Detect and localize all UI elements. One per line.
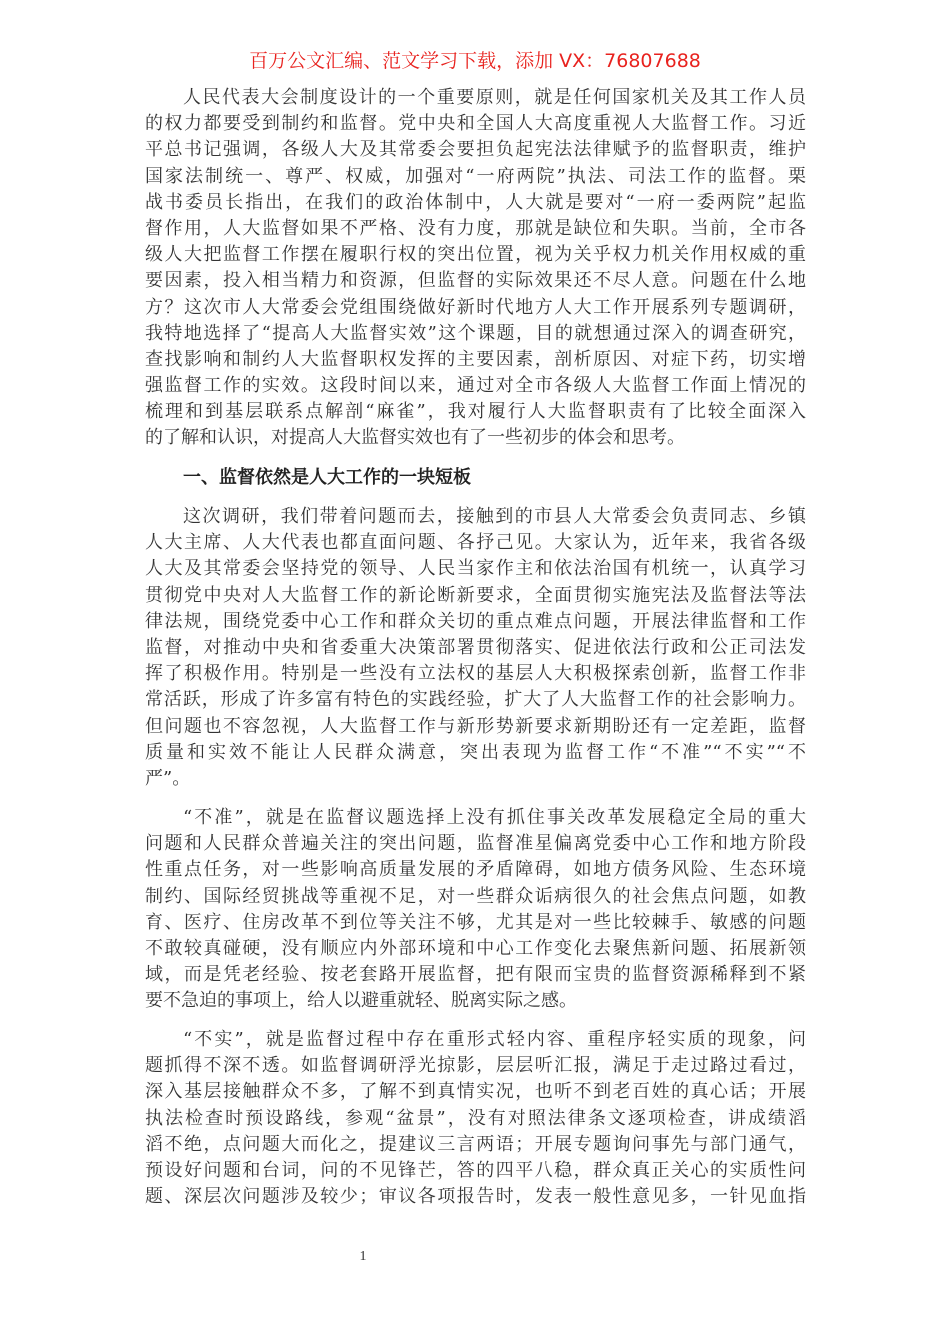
text-line: 严”。 — [145, 767, 191, 789]
text-line: 督作用，人大监督如果不严格、没有力度，那就是缺位和失职。当前，全市各 — [145, 217, 806, 239]
paragraph-survey — [145, 504, 806, 792]
text-line: “不实”，就是监督过程中存在重形式轻内容、重程序轻实质的现象，问 — [183, 1029, 806, 1050]
text-line: 常活跃，形成了许多富有特色的实践经验，扩大了人大监督工作的社会影响力。 — [145, 689, 806, 711]
paragraph-bushi — [145, 1027, 806, 1210]
text-line: 贯彻党中央对人大监督工作的新论断新要求，全面贯彻实施宪法及监督法等法 — [145, 584, 806, 606]
text-line: 不敢较真碰硬，没有顺应内外部环境和中心工作变化去聚焦新问题、拓展新领 — [145, 937, 806, 959]
text-line: 深入基层接触群众不多，了解不到真情实况，也听不到老百姓的真心话；开展 — [145, 1081, 806, 1103]
text-line: 战书委员长指出，在我们的政治体制中，人大就是要对“一府一委两院”起监 — [145, 191, 806, 213]
text-line: 育、医疗、住房改革不到位等关注不够，尤其是对一些比较棘手、敏感的问题 — [145, 911, 806, 933]
text-line: 查找影响和制约人大监督职权发挥的主要因素，剖析原因、对症下药，切实增 — [145, 348, 806, 370]
text-line: 平总书记强调，各级人大及其常委会要担负起宪法法律赋予的监督职责，维护 — [145, 139, 806, 161]
text-line: 制约、国际经贸挑战等重视不足，对一些群众诟病很久的社会焦点问题，如教 — [145, 885, 806, 907]
text-line: “不准”，就是在监督议题选择上没有抓住事关改革发展稳定全局的重大 — [183, 807, 806, 828]
text-line: 预设好问题和台词，问的不见锋芒，答的四平八稳，群众真正关心的实质性问 — [145, 1159, 806, 1181]
text-line: 监督，对推动中央和省委重大决策部署贯彻落实、促进依法行政和公正司法发 — [145, 636, 806, 658]
text-line: 执法检查时预设路线，参观“盆景”，没有对照法律条文逐项检查，讲成绩滔 — [145, 1107, 806, 1129]
watermark-header: 百万公文汇编、范文学习下载，添加 VX：76807688 — [249, 50, 701, 72]
text-line: 但问题也不容忽视，人大监督工作与新形势新要求新期盼还有一定差距，监督 — [145, 715, 806, 737]
text-line: 质量和实效不能让人民群众满意，突出表现为监督工作“不准”“不实”“不 — [145, 741, 806, 763]
text-line: 梳理和到基层联系点解剖“麻雀”，我对履行人大监督职责有了比较全面深入 — [145, 401, 806, 423]
text-line: 的了解和认识，对提高人大监督实效也有了一些初步的体会和思考。 — [145, 427, 685, 449]
text-line: 人大主席、人大代表也都直面问题、各抒己见。大家认为，近年来，我省各级 — [145, 532, 806, 554]
text-line: 强监督工作的实效。这段时间以来，通过对全市各级人大监督工作面上情况的 — [145, 375, 806, 397]
text-line: 域，而是凭老经验、按老套路开展监督，把有限而宝贵的监督资源稀释到不紧 — [145, 964, 806, 986]
text-line: 的权力都要受到制约和监督。党中央和全国人大高度重视人大监督工作。习近 — [145, 113, 806, 135]
text-line: 题、深层次问题涉及较少；审议各项报告时，发表一般性意见多，一针见血指 — [145, 1186, 806, 1208]
page-number: 1 — [359, 1249, 367, 1264]
paragraph-buzhun — [145, 805, 806, 1015]
text-line: 律法规，围绕党委中心工作和群众关切的重点难点问题，开展法律监督和工作 — [145, 610, 806, 632]
text-line: 滔不绝，点问题大而化之，提建议三言两语；开展专题询问事先与部门通气， — [145, 1133, 806, 1155]
text-line: 题抓得不深不透。如监督调研浮光掠影，层层听汇报，满足于走过路过看过， — [145, 1055, 806, 1077]
text-line: 挥了积极作用。特别是一些没有立法权的基层人大积极探索创新，监督工作非 — [145, 663, 806, 685]
text-line: 我特地选择了“提高人大监督实效”这个课题，目的就想通过深入的调查研究， — [145, 322, 806, 344]
section-heading: 一、监督依然是人大工作的一块短板 — [183, 467, 471, 488]
text-line: 人大及其常委会坚持党的领导、人民当家作主和依法治国有机统一，认真学习 — [145, 558, 806, 580]
text-line: 级人大把监督工作摆在履职行权的突出位置，视为关乎权力机关作用权威的重 — [145, 244, 806, 266]
text-line: 国家法制统一、尊严、权威，加强对“一府两院”执法、司法工作的监督。栗 — [145, 165, 806, 187]
text-line: 问题和人民群众普遍关注的突出问题，监督准星偏离党委中心工作和地方阶段 — [145, 833, 806, 855]
text-line: 这次调研，我们带着问题而去，接触到的市县人大常委会负责同志、乡镇 — [183, 506, 806, 527]
text-line: 性重点任务，对一些影响高质量发展的矛盾障碍，如地方债务风险、生态环境 — [145, 859, 806, 881]
text-line: 要不急迫的事项上，给人以避重就轻、脱离实际之感。 — [145, 990, 577, 1012]
text-line: 要因素，投入相当精力和资源，但监督的实际效果还不尽人意。问题在什么地 — [145, 270, 806, 292]
text-line: 方？这次市人大常委会党组围绕做好新时代地方人大工作开展系列专题调研， — [145, 296, 806, 318]
text-line: 人民代表大会制度设计的一个重要原则，就是任何国家机关及其工作人员 — [183, 87, 806, 108]
paragraph-intro — [145, 85, 806, 452]
